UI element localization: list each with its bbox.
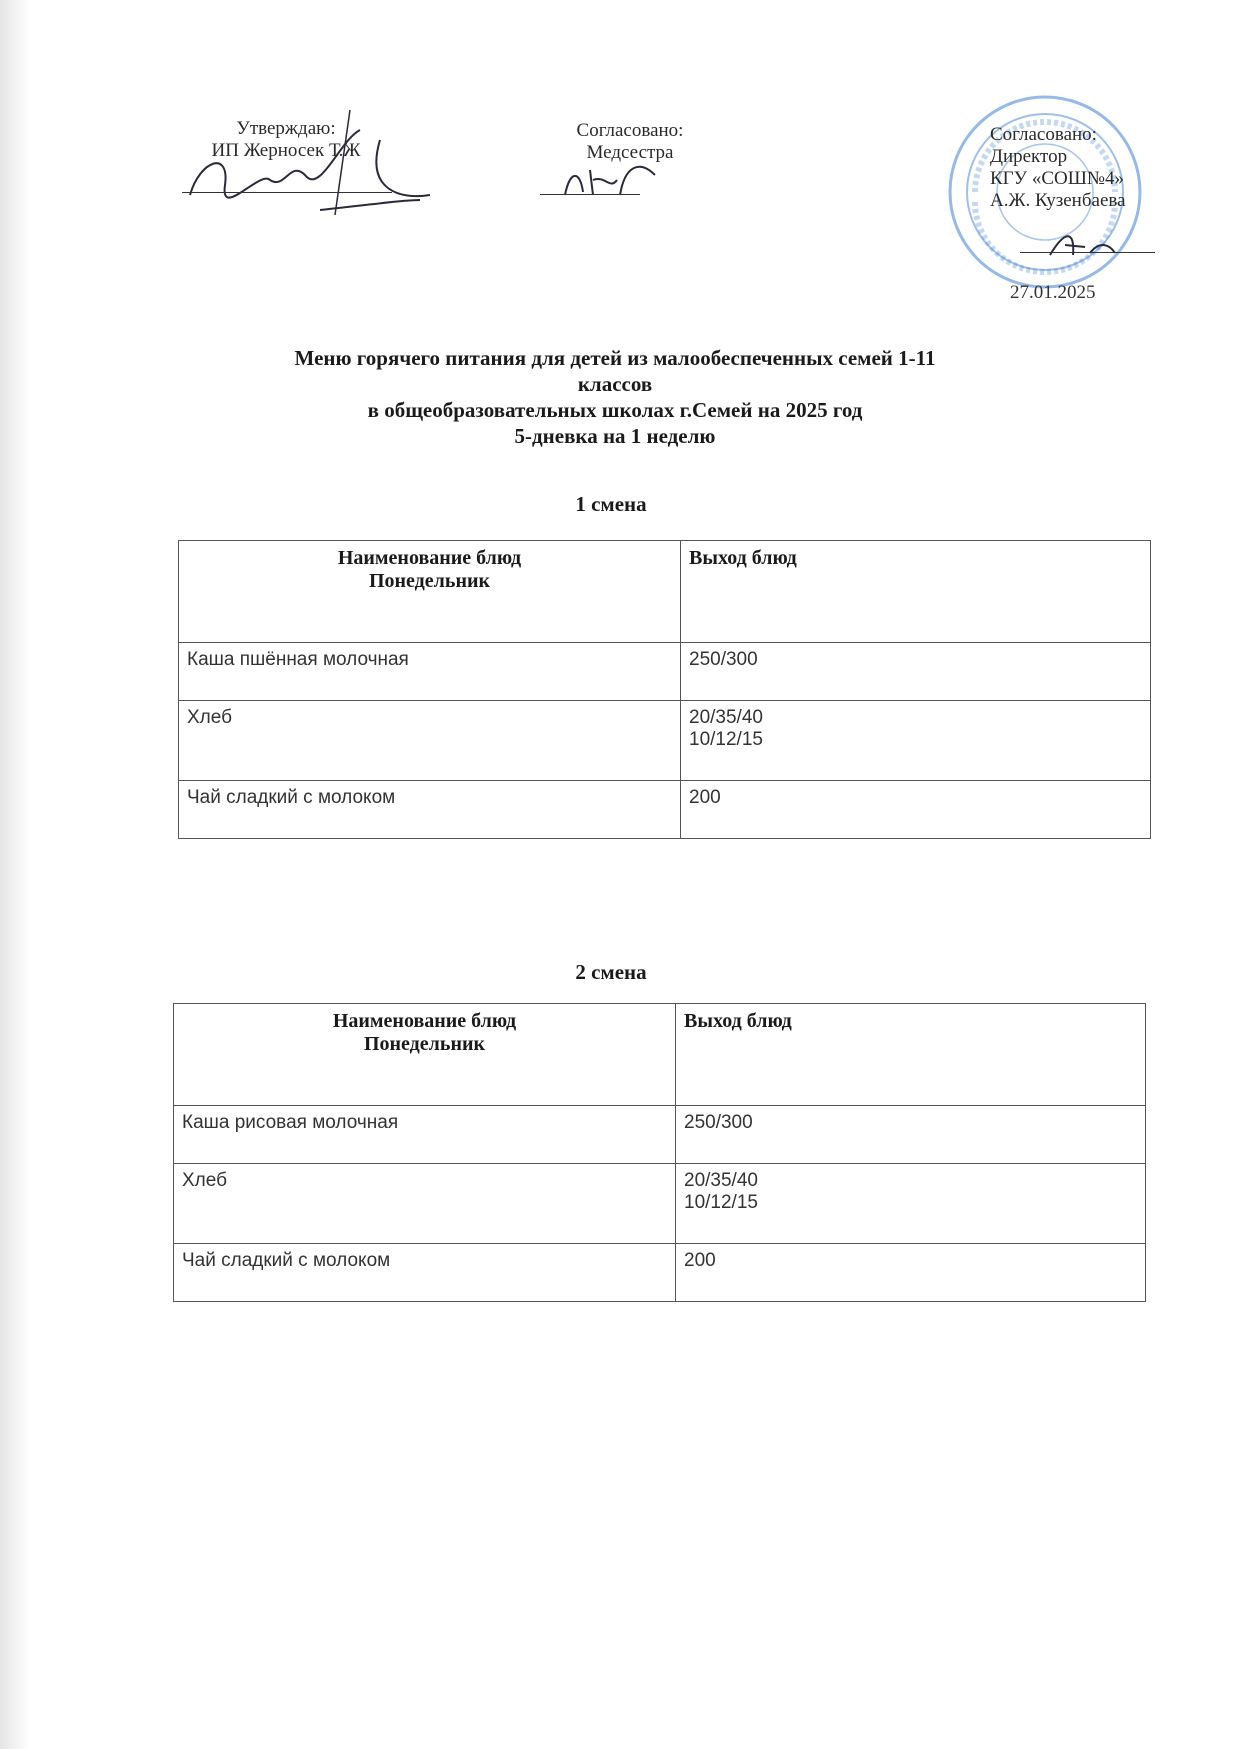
title-line-3: в общеобразовательных школах г.Семей на 2025 год [367, 398, 863, 422]
approval-block-right [990, 124, 1170, 212]
approval-left-label: Утверждаю: [236, 118, 336, 139]
menu-table-shift-1 [178, 540, 1151, 839]
signature-line-middle [540, 194, 640, 195]
header-yield: Выход блюд [681, 541, 1151, 643]
yield-cell: 20/35/40 10/12/15 [676, 1164, 1146, 1244]
signature-left [170, 100, 430, 220]
approval-right-org: КГУ «СОШ№4» [990, 168, 1125, 189]
signature-right [1045, 225, 1125, 265]
signature-line-left [182, 192, 392, 193]
yield-cell: 250/300 [676, 1106, 1146, 1164]
shift-2-title: 2 смена [575, 960, 647, 984]
title-line-1: Меню горячего питания для детей из малообеспеченных семей 1-11 [294, 346, 936, 370]
approval-date: 27.01.2025 [1010, 282, 1096, 303]
yield-cell: 20/35/40 10/12/15 [681, 701, 1151, 781]
table-row [179, 643, 1151, 701]
document-title [180, 345, 1050, 449]
title-line-2: классов [577, 372, 653, 396]
table-header-row [174, 1004, 1146, 1106]
signature-middle [545, 150, 665, 210]
scan-edge [0, 0, 30, 1749]
shift-1-title: 1 смена [575, 492, 647, 516]
approval-right-name: А.Ж. Кузенбаева [990, 190, 1126, 211]
dish-cell: Чай сладкий с молоком [179, 781, 681, 839]
table-row [179, 701, 1151, 781]
title-line-4: 5-дневка на 1 неделю [514, 424, 716, 448]
yield-cell: 250/300 [681, 643, 1151, 701]
header-dish-name: Наименование блюд Понедельник [179, 541, 681, 643]
approval-right-role: Директор [990, 146, 1068, 167]
table-row [174, 1106, 1146, 1164]
approval-middle-label: Согласовано: [576, 120, 684, 141]
yield-cell: 200 [676, 1244, 1146, 1302]
header-dish-name: Наименование блюд Понедельник [174, 1004, 676, 1106]
signature-line-right [1020, 252, 1155, 253]
table-row [174, 1244, 1146, 1302]
table-row [179, 781, 1151, 839]
yield-cell: 200 [681, 781, 1151, 839]
approval-right-label: Согласовано: [990, 124, 1097, 145]
approval-middle-role: Медсестра [586, 142, 674, 163]
menu-table-shift-2 [173, 1003, 1146, 1302]
dish-cell: Хлеб [179, 701, 681, 781]
table-row [174, 1164, 1146, 1244]
dish-cell: Каша пшённая молочная [179, 643, 681, 701]
dish-cell: Чай сладкий с молоком [174, 1244, 676, 1302]
dish-cell: Каша рисовая молочная [174, 1106, 676, 1164]
approval-left-name: ИП Жерносек Т.Ж [211, 140, 361, 161]
dish-cell: Хлеб [174, 1164, 676, 1244]
header-yield: Выход блюд [676, 1004, 1146, 1106]
table-header-row [179, 541, 1151, 643]
